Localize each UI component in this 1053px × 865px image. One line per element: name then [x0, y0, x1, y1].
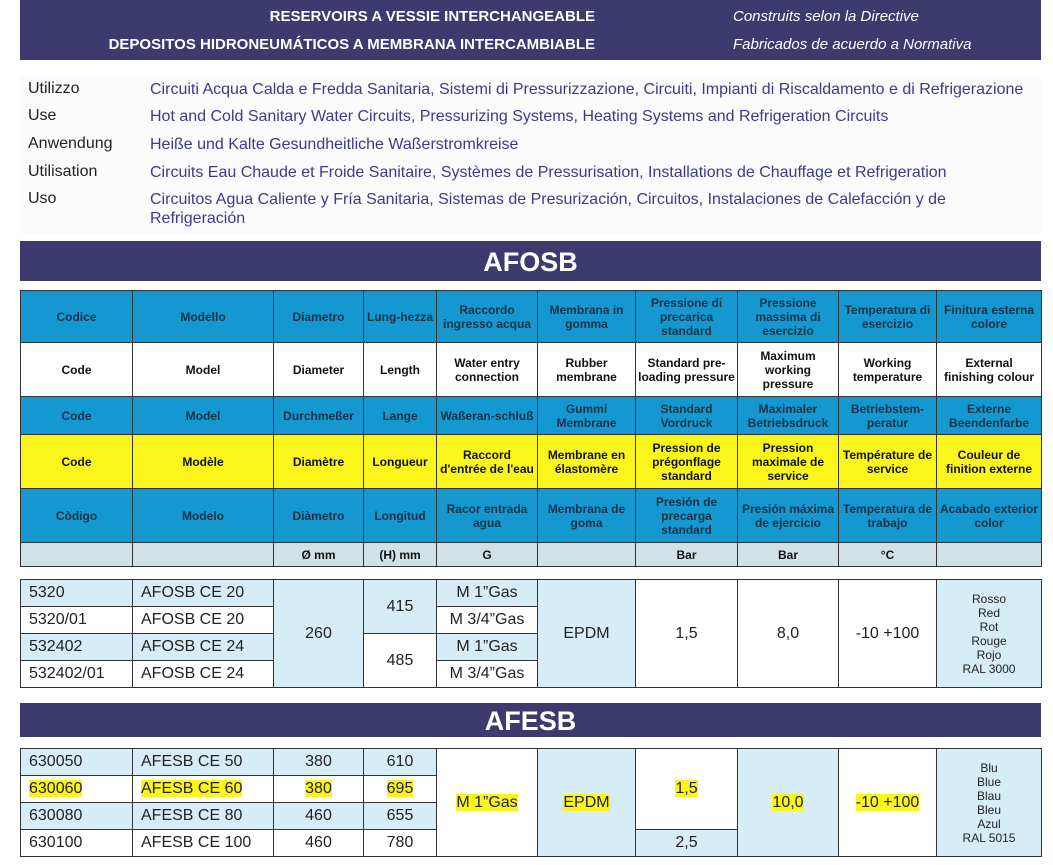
code-cell: [21, 776, 133, 803]
color-text: Bleu: [976, 802, 1002, 817]
code-cell: 630050: [21, 749, 133, 776]
usage-label-es: Uso: [28, 190, 57, 207]
header-cell: Racor entrada agua: [437, 489, 538, 543]
header-cell: Membrana de goma: [538, 489, 636, 543]
usage-text-de: Heiße und Kalte Gesundheitliche Waßerstromkreise: [150, 136, 519, 153]
color-text: RAL 5015: [962, 830, 1016, 845]
header-cell: Code: [21, 397, 133, 435]
header-cell: Water entry connection: [437, 343, 538, 397]
color-text: Rosso: [971, 591, 1006, 606]
usage-text-it: Circuiti Acqua Calda e Fredda Sanitaria, Sistemi di Pressurizzazione, Circuiti, Impianti di Riscaldamento e di Refrigerazione: [150, 81, 1024, 98]
header-banner: [20, 0, 1041, 60]
color-text: Rouge: [971, 633, 1007, 648]
diameter-cell: [274, 776, 364, 803]
header-cell: Finitura esterna colore: [937, 291, 1042, 343]
header-cell: Pressione di precarica standard: [636, 291, 738, 343]
header-cell: Presión máxima de ejercicio: [738, 489, 839, 543]
usage-text-en: Hot and Cold Sanitary Water Circuits, Pressurizing Systems, Heating Systems and Refrigeration Circuits: [150, 108, 889, 125]
unit-cell: [538, 543, 636, 567]
banner-title-fr: RESERVOIRS A VESSIE INTERCHANGEABLE: [269, 8, 595, 25]
diameter-text: 380: [305, 780, 332, 797]
header-row-en: [21, 343, 1042, 397]
header-cell: Longitud: [364, 489, 437, 543]
code-cell: 5320/01: [21, 607, 133, 634]
header-cell: Codice: [21, 291, 133, 343]
model-cell: AFESB CE 80: [133, 803, 274, 830]
temperature-text: -10 +100: [855, 793, 920, 811]
length-text: 695: [386, 780, 414, 797]
preload-cell: 2,5: [636, 830, 738, 857]
usage-text-es: Circuitos Agua Caliente y Fría Sanitaria, Sistemas de Presurización, Circuitos, Instalaciones de Calefacción y de Refrigeración: [150, 191, 946, 227]
header-cell: Température de service: [839, 435, 937, 489]
membrane-cell: [538, 749, 636, 857]
color-cell: [937, 580, 1042, 688]
banner-title-es: DEPOSITOS HIDRONEUMÁTICOS A MEMBRANA INTERCAMBIABLE: [108, 36, 595, 53]
length-cell: 610: [364, 749, 437, 776]
model-cell: [133, 776, 274, 803]
header-cell: Modelo: [133, 489, 274, 543]
temperature-cell: [839, 749, 937, 857]
length-cell: 780: [364, 830, 437, 857]
diameter-cell: 260: [274, 580, 364, 688]
header-cell: Length: [364, 343, 437, 397]
header-cell: Pressione massima di esercizio: [738, 291, 839, 343]
header-row-it: [21, 291, 1042, 343]
color-text: Blau: [976, 788, 1002, 803]
preload-cell: 1,5: [636, 580, 738, 688]
unit-cell: Bar: [636, 543, 738, 567]
unit-cell: [21, 543, 133, 567]
banner-subtitle-es: Fabricados de acuerdo a Normativa: [733, 36, 972, 53]
connection-cell: [437, 749, 538, 857]
diameter-cell: 460: [274, 803, 364, 830]
header-row-es: [21, 489, 1042, 543]
preload-text: 1,5: [675, 780, 698, 797]
color-text: Rot: [979, 619, 999, 634]
color-text: Azul: [977, 816, 1001, 831]
header-cell: Standard pre-loading pressure: [636, 343, 738, 397]
model-text: AFESB CE 60: [141, 780, 243, 797]
code-cell: 630080: [21, 803, 133, 830]
header-cell: Betriebstem-peratur: [839, 397, 937, 435]
afesb-section-title: AFESB: [20, 703, 1041, 737]
max-pressure-cell: 8,0: [738, 580, 839, 688]
usage-text-fr: Circuits Eau Chaude et Froide Sanitaire, Systèmes de Pressurisation, Installations de Chauffage et Refrigeration: [150, 164, 947, 181]
model-cell: AFESB CE 100: [133, 830, 274, 857]
banner-subtitle-fr: Construits selon la Directive: [733, 8, 919, 25]
afosb-data-table: [20, 579, 1042, 688]
connection-cell: M 3/4”Gas: [437, 661, 538, 688]
header-cell: Working temperature: [839, 343, 937, 397]
unit-cell: Ø mm: [274, 543, 364, 567]
length-cell: 655: [364, 803, 437, 830]
header-row-de: [21, 397, 1042, 435]
header-cell: Gummi Membrane: [538, 397, 636, 435]
color-text: Red: [977, 605, 1000, 620]
diameter-cell: 460: [274, 830, 364, 857]
max-pressure-text: 10,0: [772, 793, 804, 811]
unit-cell: °C: [839, 543, 937, 567]
header-cell: Pression de prégonflage standard: [636, 435, 738, 489]
model-cell: AFOSB CE 24: [133, 661, 274, 688]
header-cell: Waßeran-schluß: [437, 397, 538, 435]
header-cell: Externe Beendenfarbe: [937, 397, 1042, 435]
code-cell: 630100: [21, 830, 133, 857]
spec-header-table: [20, 290, 1042, 567]
connection-cell: M 3/4”Gas: [437, 607, 538, 634]
unit-cell: (H) mm: [364, 543, 437, 567]
connection-text: M 1”Gas: [456, 793, 518, 811]
header-cell: Maximum working pressure: [738, 343, 839, 397]
header-cell: Standard Vordruck: [636, 397, 738, 435]
header-cell: Maximaler Betriebsdruck: [738, 397, 839, 435]
connection-cell: M 1”Gas: [437, 634, 538, 661]
header-cell: External finishing colour: [937, 343, 1042, 397]
model-cell: AFOSB CE 20: [133, 607, 274, 634]
header-cell: Rubber membrane: [538, 343, 636, 397]
header-row-units: [21, 543, 1042, 567]
afesb-data-table: [20, 748, 1042, 857]
color-text: RAL 3000: [962, 661, 1016, 676]
header-cell: Diàmetro: [274, 489, 364, 543]
color-text: Blu: [980, 760, 998, 775]
header-cell: Model: [133, 397, 274, 435]
length-cell: 485: [364, 634, 437, 688]
max-pressure-cell: [738, 749, 839, 857]
model-cell: AFOSB CE 24: [133, 634, 274, 661]
header-cell: Acabado exterior color: [937, 489, 1042, 543]
header-cell: Diametro: [274, 291, 364, 343]
header-cell: Code: [21, 435, 133, 489]
header-cell: Durchmeßer: [274, 397, 364, 435]
unit-cell: Bar: [738, 543, 839, 567]
header-cell: Code: [21, 343, 133, 397]
header-cell: Presión de precarga standard: [636, 489, 738, 543]
header-cell: Temperatura di esercizio: [839, 291, 937, 343]
color-text: Blue: [976, 774, 1002, 789]
usage-label-de: Anwendung: [28, 135, 113, 152]
header-cell: Membrane en élastomère: [538, 435, 636, 489]
unit-cell: [937, 543, 1042, 567]
code-text: 630060: [29, 780, 83, 797]
header-cell: Temperatura de trabajo: [839, 489, 937, 543]
code-cell: 532402/01: [21, 661, 133, 688]
header-cell: Model: [133, 343, 274, 397]
header-cell: Lange: [364, 397, 437, 435]
code-cell: 5320: [21, 580, 133, 607]
temperature-cell: -10 +100: [839, 580, 937, 688]
header-cell: Raccordo ingresso acqua: [437, 291, 538, 343]
header-cell: Diamètre: [274, 435, 364, 489]
color-text: Rojo: [976, 647, 1002, 662]
model-cell: AFESB CE 50: [133, 749, 274, 776]
table-row: [21, 749, 1042, 776]
preload-cell: [636, 749, 738, 830]
membrane-cell: EPDM: [538, 580, 636, 688]
usage-label-fr: Utilisation: [28, 163, 98, 180]
length-cell: [364, 776, 437, 803]
length-cell: 415: [364, 580, 437, 634]
color-cell: [937, 749, 1042, 857]
header-cell: Modello: [133, 291, 274, 343]
header-cell: Pression maximale de service: [738, 435, 839, 489]
header-cell: Membrana in gomma: [538, 291, 636, 343]
code-cell: 532402: [21, 634, 133, 661]
model-cell: AFOSB CE 20: [133, 580, 274, 607]
membrane-text: EPDM: [563, 793, 610, 811]
header-cell: Diameter: [274, 343, 364, 397]
connection-cell: M 1”Gas: [437, 580, 538, 607]
unit-cell: G: [437, 543, 538, 567]
usage-label-en: Use: [28, 107, 57, 124]
header-cell: Raccord d'entrée de l'eau: [437, 435, 538, 489]
table-row: [21, 580, 1042, 607]
header-cell: Lung-hezza: [364, 291, 437, 343]
usage-section: [20, 76, 1041, 234]
header-row-fr: [21, 435, 1042, 489]
header-cell: Longueur: [364, 435, 437, 489]
header-cell: Còdigo: [21, 489, 133, 543]
header-cell: Couleur de finition externe: [937, 435, 1042, 489]
afosb-section-title: AFOSB: [20, 241, 1041, 281]
unit-cell: [133, 543, 274, 567]
usage-label-it: Utilizzo: [28, 80, 80, 97]
diameter-cell: 380: [274, 749, 364, 776]
header-cell: Modèle: [133, 435, 274, 489]
